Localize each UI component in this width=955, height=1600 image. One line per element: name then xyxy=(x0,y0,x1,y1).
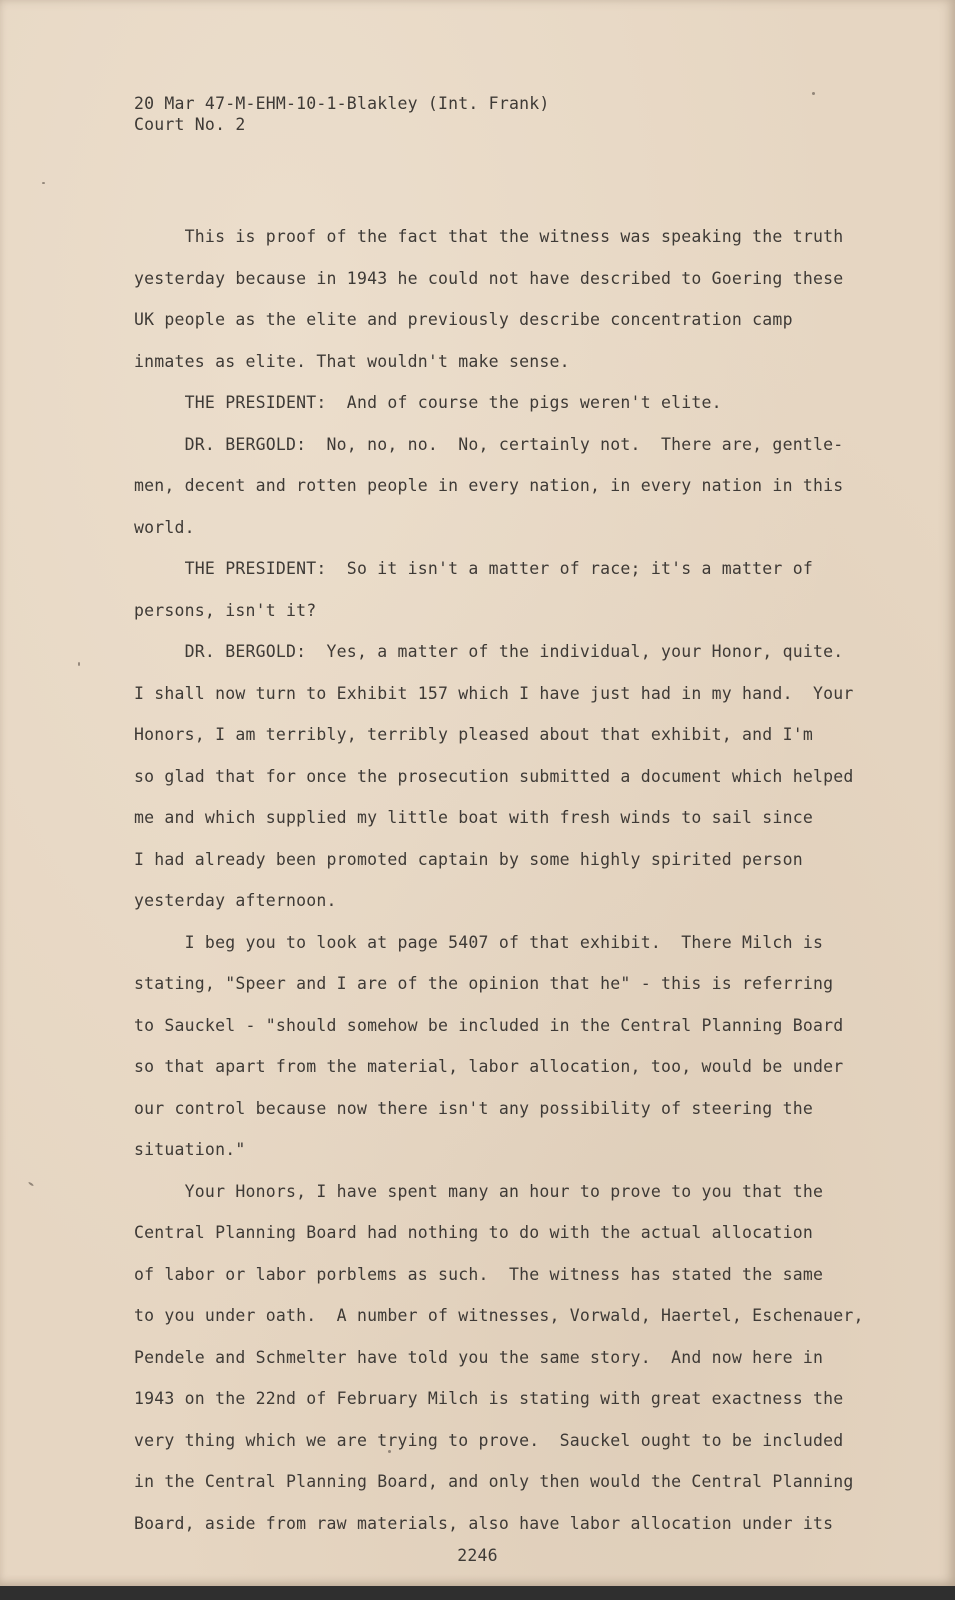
paper-speck xyxy=(812,92,815,95)
text-line: Your Honors, I have spent many an hour to prove to you that the xyxy=(134,1181,824,1201)
text-line: me and which supplied my little boat with fresh winds to sail since xyxy=(134,808,813,827)
text-line: Board, aside from raw materials, also have labor allocation under its xyxy=(134,1513,834,1533)
text-line: I had already been promoted captain by some highly spirited person xyxy=(134,849,803,869)
paper-speck xyxy=(388,1450,391,1453)
header-docket-line: 20 Mar 47-M-EHM-10-1-Blakley (Int. Frank) xyxy=(134,94,550,113)
text-line: This is proof of the fact that the witness was speaking the truth xyxy=(134,227,844,246)
text-line: our control because now there isn't any possibility of steering the xyxy=(134,1098,813,1118)
paper-speck xyxy=(78,662,80,666)
text-line: I beg you to look at page 5407 of that exhibit. There Milch is xyxy=(134,932,824,952)
text-line: stating, "Speer and I are of the opinion that he" - this is referring xyxy=(134,974,834,993)
text-line: inmates as elite. That wouldn't make sense. xyxy=(134,351,570,371)
document-header xyxy=(134,93,550,135)
text-line: so that apart from the material, labor allocation, too, would be under xyxy=(134,1057,844,1076)
text-line: so glad that for once the prosecution submitted a document which helped xyxy=(134,766,854,786)
text-line: DR. BERGOLD: No, no, no. No, certainly not. There are, gentle- xyxy=(134,434,844,454)
text-line: UK people as the elite and previously describe concentration camp xyxy=(134,310,793,329)
header-court-line: Court No. 2 xyxy=(134,115,246,134)
text-line: very thing which we are trying to prove. Sauckel ought to be included xyxy=(134,1430,844,1450)
paper-speck xyxy=(42,182,45,184)
page-number: 2246 xyxy=(457,1546,498,1565)
text-line: 1943 on the 22nd of February Milch is stating with great exactness the xyxy=(134,1389,844,1408)
text-line: to Sauckel - "should somehow be included in the Central Planning Board xyxy=(134,1015,844,1035)
paper-speck xyxy=(28,1181,34,1186)
scan-border xyxy=(0,1586,955,1600)
text-line: yesterday afternoon. xyxy=(134,891,337,910)
text-line: situation." xyxy=(134,1140,246,1159)
text-line: Central Planning Board had nothing to do with the actual allocation xyxy=(134,1223,813,1242)
text-line: THE PRESIDENT: And of course the pigs weren't elite. xyxy=(134,393,722,412)
text-line: men, decent and rotten people in every nation, in every nation in this xyxy=(134,476,844,495)
text-line: Honors, I am terribly, terribly pleased about that exhibit, and I'm xyxy=(134,725,813,744)
text-line: Pendele and Schmelter have told you the same story. And now here in xyxy=(134,1347,824,1367)
text-line: in the Central Planning Board, and only then would the Central Planning xyxy=(134,1472,854,1491)
text-line: to you under oath. A number of witnesses, Vorwald, Haertel, Eschenauer, xyxy=(134,1306,864,1325)
text-line: world. xyxy=(134,517,195,537)
text-line: I shall now turn to Exhibit 157 which I have just had in my hand. Your xyxy=(134,683,854,703)
text-line: THE PRESIDENT: So it isn't a matter of race; it's a matter of xyxy=(134,559,813,578)
text-line: DR. BERGOLD: Yes, a matter of the individual, your Honor, quite. xyxy=(134,642,844,661)
text-line: of labor or labor porblems as such. The witness has stated the same xyxy=(134,1264,824,1284)
text-line: persons, isn't it? xyxy=(134,600,317,620)
text-line: yesterday because in 1943 he could not have described to Goering these xyxy=(134,268,844,288)
transcript-body xyxy=(134,216,874,1544)
